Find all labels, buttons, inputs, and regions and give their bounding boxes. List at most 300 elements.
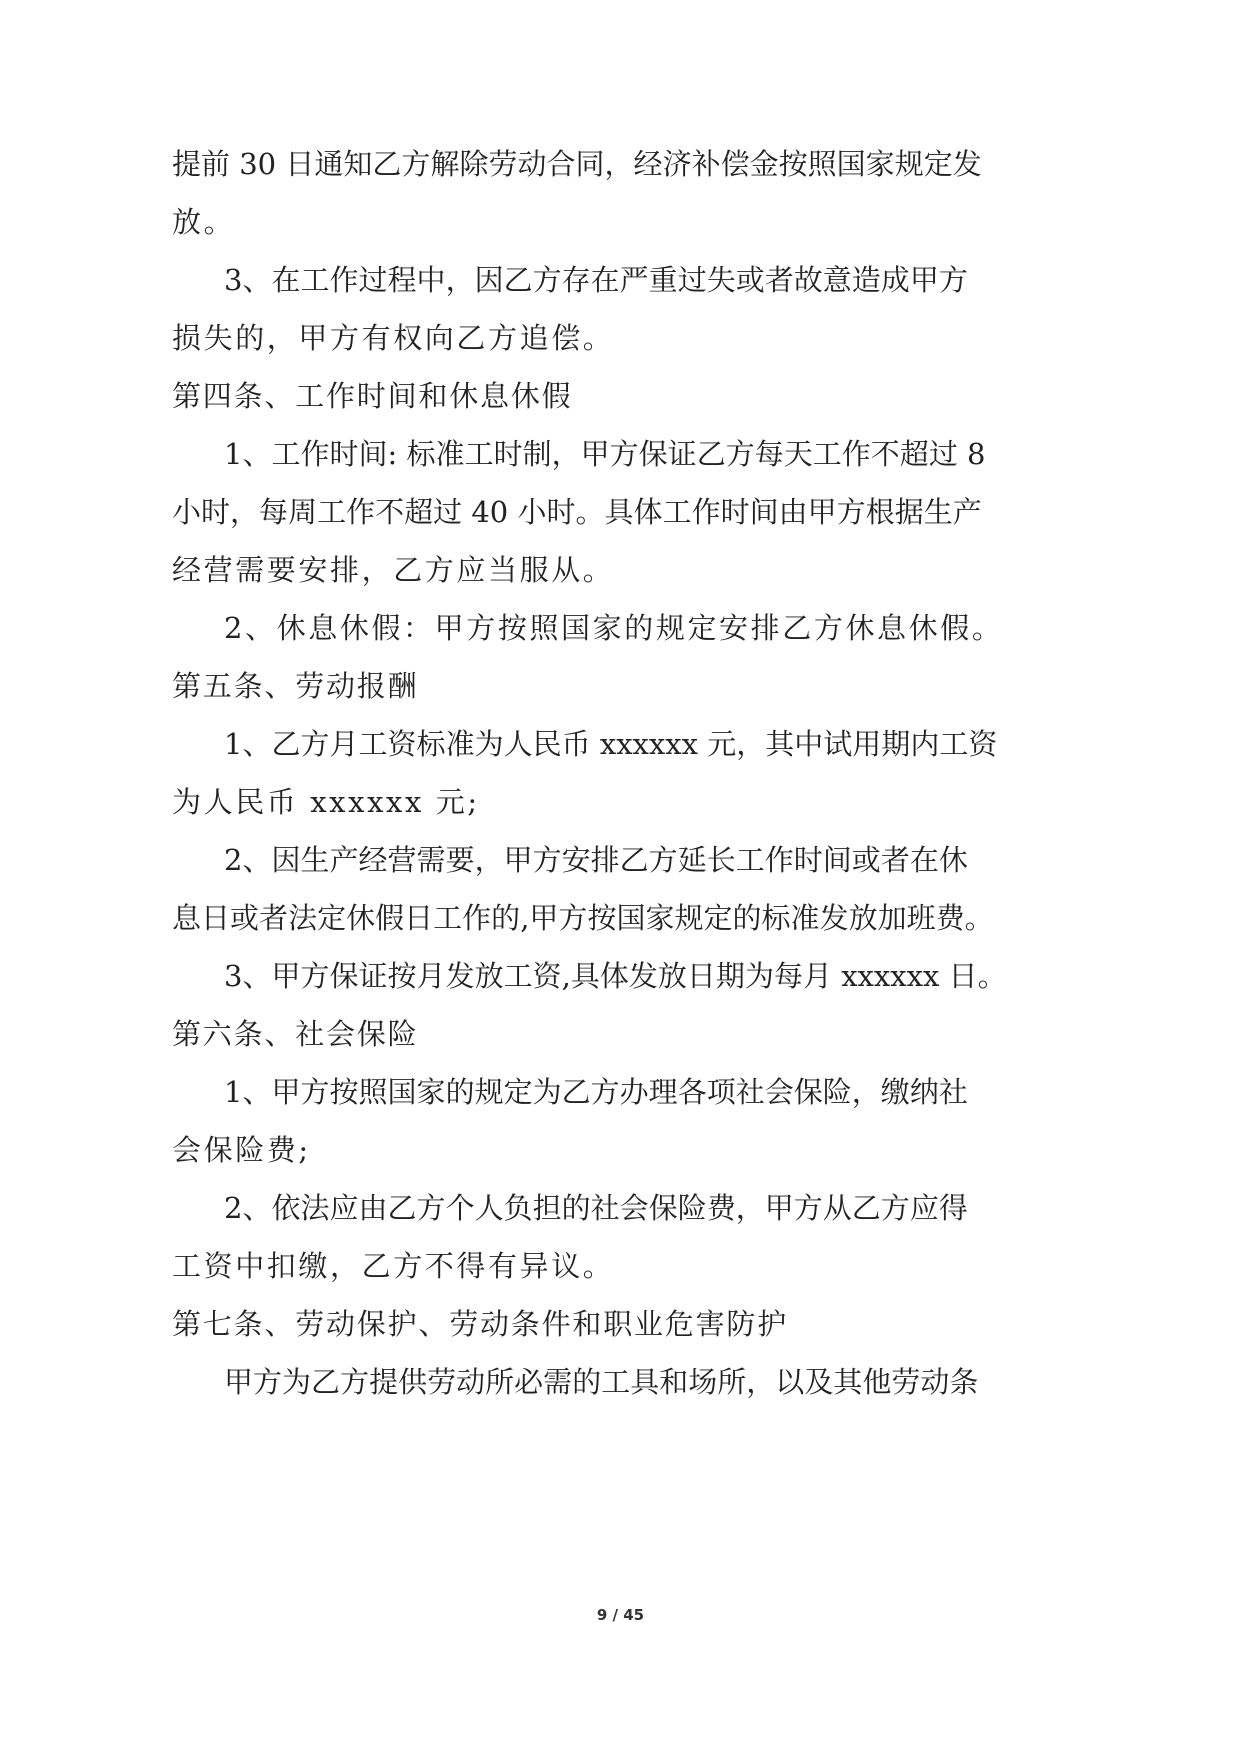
text-token: 小: [517, 495, 547, 529]
text-token: 条: [949, 1365, 979, 1399]
text-token: 月: [802, 959, 842, 993]
text-token: 息: [172, 901, 202, 935]
text-token: 提: [369, 1365, 399, 1399]
text-token: 小: [172, 495, 202, 529]
text-token: 必: [514, 1365, 544, 1399]
text-token: 8: [967, 437, 986, 471]
text-token: 加: [877, 901, 907, 935]
text-token: 因: [271, 843, 301, 877]
text-token: 动: [456, 1365, 486, 1399]
text-token: 发: [819, 901, 849, 935]
text-token: 方: [880, 1191, 910, 1225]
text-token: 放: [848, 901, 878, 935]
text-token: 资: [387, 727, 417, 761]
text-token: 理: [648, 1075, 678, 1109]
text-token: 照: [358, 1075, 388, 1109]
text-token: 险: [822, 1075, 852, 1109]
text-token: 甲: [224, 1365, 254, 1399]
text-token: 提: [172, 147, 202, 181]
text-token: 周: [288, 495, 318, 529]
text-token: 规: [894, 147, 924, 181]
paragraph-line: 会保险费;: [172, 1133, 311, 1167]
text-token: 1: [224, 727, 243, 761]
text-token: 工: [271, 437, 301, 471]
text-token: ，: [851, 1075, 881, 1109]
text-token: 中: [416, 263, 446, 297]
text-token: 保: [329, 959, 359, 993]
text-token: 济: [662, 147, 692, 181]
text-token: 据: [894, 495, 924, 529]
paragraph-line: [224, 434, 986, 474]
text-token: 劳: [427, 1365, 457, 1399]
text-token: 应: [329, 1191, 359, 1225]
text-token: 班: [906, 901, 936, 935]
text-token: 前: [201, 147, 240, 181]
text-token: 者: [880, 843, 910, 877]
text-token: 方: [340, 1365, 370, 1399]
text-token: 补: [691, 147, 721, 181]
text-token: 社: [938, 1075, 968, 1109]
text-token: 准: [445, 727, 475, 761]
text-token: 保: [638, 437, 668, 471]
text-token: 除: [459, 147, 489, 181]
text-token: ，: [746, 1365, 776, 1399]
text-token: 险: [677, 1191, 707, 1225]
text-token: 30: [239, 147, 286, 181]
text-token: 。: [977, 959, 1007, 993]
text-token: 意: [822, 263, 852, 297]
text-token: 金: [749, 147, 779, 181]
text-token: 具: [604, 495, 634, 529]
paragraph-line: [224, 724, 998, 764]
text-token: 人: [503, 727, 533, 761]
text-token: 工: [601, 1365, 631, 1399]
text-token: 过: [677, 263, 707, 297]
text-token: 体: [633, 495, 663, 529]
text-token: 纳: [909, 1075, 939, 1109]
text-token: 项: [706, 1075, 736, 1109]
text-token: 。: [964, 901, 994, 935]
text-token: 休: [346, 901, 376, 935]
text-token: 2: [224, 1191, 243, 1225]
text-token: 、: [242, 437, 272, 471]
text-token: 3: [224, 263, 243, 297]
text-token: 法: [288, 901, 318, 935]
text-token: 成: [880, 263, 910, 297]
text-token: 重: [648, 263, 678, 297]
text-token: 失: [706, 263, 736, 297]
paragraph-line: [224, 956, 1007, 996]
text-token: 期: [881, 727, 911, 761]
text-token: 或: [230, 901, 260, 935]
text-token: 社: [590, 1191, 620, 1225]
text-token: 的: [732, 901, 762, 935]
text-token: 所: [485, 1365, 515, 1399]
text-token: 营: [387, 843, 417, 877]
text-token: 故: [793, 263, 823, 297]
text-token: 费: [706, 1191, 736, 1225]
text-token: 为: [474, 727, 504, 761]
text-token: 合: [546, 147, 576, 181]
text-token: 从: [822, 1191, 852, 1225]
text-token: 方: [725, 437, 755, 471]
text-token: 标: [416, 727, 446, 761]
text-token: 40: [471, 495, 518, 529]
text-token: 方: [532, 843, 562, 877]
paragraph-line: [224, 260, 968, 300]
text-token: 乙: [387, 1191, 417, 1225]
text-token: 产: [952, 495, 982, 529]
text-token: 工: [317, 495, 347, 529]
text-token: 具: [630, 1365, 660, 1399]
text-token: 每: [259, 495, 289, 529]
text-token: 知: [343, 147, 373, 181]
text-token: 甲: [271, 1075, 301, 1109]
text-token: 的: [445, 1075, 475, 1109]
text-token: 应: [909, 1191, 939, 1225]
text-token: 放: [657, 959, 687, 993]
text-token: 假: [375, 901, 405, 935]
text-token: 休: [938, 843, 968, 877]
text-token: 在: [590, 263, 620, 297]
text-token: 缴: [880, 1075, 910, 1109]
text-token: 人: [474, 1191, 504, 1225]
text-token: 在: [909, 843, 939, 877]
text-token: 资: [968, 727, 998, 761]
text-token: 在: [271, 263, 301, 297]
text-token: 具: [570, 959, 600, 993]
paragraph-line: 损失的，甲方有权向乙方追偿。: [172, 321, 615, 355]
text-token: 及: [804, 1365, 834, 1399]
text-token: 场: [688, 1365, 718, 1399]
text-token: 时: [201, 495, 231, 529]
text-token: 放: [474, 959, 504, 993]
text-token: 准: [435, 437, 465, 471]
text-token: 、: [242, 959, 272, 993]
text-token: 日: [404, 901, 434, 935]
text-token: 费: [935, 901, 965, 935]
text-token: 其: [765, 727, 795, 761]
text-token: 按: [587, 901, 617, 935]
text-token: 劳: [891, 1365, 921, 1399]
text-token: 偿: [720, 147, 750, 181]
paragraph-line: [224, 1362, 979, 1402]
text-token: 方: [836, 495, 866, 529]
text-token: 经: [633, 147, 663, 181]
text-token: xxxxxx: [599, 727, 708, 761]
text-token: 产: [329, 843, 359, 877]
text-token: 生: [923, 495, 953, 529]
paragraph-line: [224, 840, 968, 880]
text-token: 每: [773, 959, 803, 993]
text-token: 日: [285, 147, 315, 181]
text-token: 中: [794, 727, 824, 761]
text-token: 日: [686, 959, 716, 993]
text-token: 供: [398, 1365, 428, 1399]
text-token: ，: [474, 843, 504, 877]
text-token: 方: [300, 959, 330, 993]
text-token: 乙: [503, 263, 533, 297]
text-token: 工: [300, 263, 330, 297]
text-token: ，: [604, 147, 634, 181]
text-token: 民: [532, 727, 562, 761]
text-token: 的: [491, 901, 521, 935]
text-token: 根: [865, 495, 895, 529]
text-token: 乙: [311, 1365, 341, 1399]
section-heading: 第七条、劳动保护、劳动条件和职业危害防护: [172, 1307, 789, 1341]
text-token: 方: [416, 1191, 446, 1225]
text-token: :: [387, 437, 407, 471]
text-token: 者: [764, 263, 794, 297]
text-token: 定: [923, 147, 953, 181]
text-token: 工: [464, 437, 494, 471]
text-token: 每: [754, 437, 784, 471]
text-token: 各: [677, 1075, 707, 1109]
text-token: 作: [346, 495, 376, 529]
text-token: 工: [812, 437, 842, 471]
paragraph-line: [224, 1188, 968, 1228]
text-token: 乙: [851, 1191, 881, 1225]
text-token: 严: [619, 263, 649, 297]
paragraph-line: 2、休息休假：甲方按照国家的规定安排乙方休息休假。: [224, 611, 1004, 645]
paragraph-line: [172, 898, 994, 938]
text-token: 定: [703, 901, 733, 935]
text-token: 定: [317, 901, 347, 935]
text-token: 和: [659, 1365, 689, 1399]
text-token: 准: [790, 901, 820, 935]
text-token: 、: [242, 263, 272, 297]
text-token: 、: [242, 843, 272, 877]
text-token: 甲: [529, 901, 559, 935]
text-token: 内: [910, 727, 940, 761]
text-token: 方: [590, 1075, 620, 1109]
text-token: 乙: [561, 1075, 591, 1109]
text-token: 以: [775, 1365, 805, 1399]
text-token: 国: [836, 147, 866, 181]
text-token: 动: [517, 147, 547, 181]
text-token: 国: [387, 1075, 417, 1109]
text-token: 的: [561, 1191, 591, 1225]
text-token: 担: [532, 1191, 562, 1225]
text-token: 或: [735, 263, 765, 297]
text-token: 乙: [372, 147, 402, 181]
text-token: 时: [546, 495, 576, 529]
text-token: 2: [224, 843, 243, 877]
text-token: 因: [474, 263, 504, 297]
text-token: 存: [561, 263, 591, 297]
text-token: 的: [572, 1365, 602, 1399]
text-token: 法: [300, 1191, 330, 1225]
text-token: 月: [416, 959, 446, 993]
text-token: 为: [744, 959, 774, 993]
text-token: 。: [575, 495, 605, 529]
text-token: 超: [404, 495, 434, 529]
text-token: 币: [561, 727, 600, 761]
text-token: 由: [358, 1191, 388, 1225]
text-token: 按: [387, 959, 417, 993]
text-token: 甲: [807, 495, 837, 529]
text-token: 甲: [503, 843, 533, 877]
text-token: 延: [677, 843, 707, 877]
text-token: 间: [749, 495, 779, 529]
text-token: 办: [619, 1075, 649, 1109]
text-token: 用: [852, 727, 882, 761]
text-token: 工: [433, 901, 463, 935]
text-token: 工: [662, 495, 692, 529]
text-token: 甲: [271, 959, 301, 993]
text-token: 作: [462, 901, 492, 935]
text-token: 所: [717, 1365, 747, 1399]
text-token: 定: [503, 1075, 533, 1109]
text-token: 会: [764, 1075, 794, 1109]
text-token: 通: [314, 147, 344, 181]
text-token: 制: [522, 437, 552, 471]
text-token: 天: [783, 437, 813, 471]
text-token: 方: [558, 901, 588, 935]
text-token: 过: [433, 495, 472, 529]
text-token: 生: [300, 843, 330, 877]
text-token: 个: [445, 1191, 475, 1225]
paragraph-line: [172, 144, 982, 184]
text-token: 甲: [909, 263, 939, 297]
text-token: 时: [493, 437, 523, 471]
text-token: 经: [358, 843, 388, 877]
text-token: 国: [616, 901, 646, 935]
text-token: 规: [674, 901, 704, 935]
text-token: 发: [952, 147, 982, 181]
text-token: ,: [520, 901, 530, 935]
text-token: 其: [833, 1365, 863, 1399]
text-token: 保: [648, 1191, 678, 1225]
text-token: 过: [358, 263, 388, 297]
text-token: 标: [761, 901, 791, 935]
text-token: 排: [590, 843, 620, 877]
section-heading: 第五条、劳动报酬: [172, 669, 419, 703]
text-token: 照: [807, 147, 837, 181]
text-token: 甲: [580, 437, 610, 471]
text-token: 为: [532, 1075, 562, 1109]
text-token: 方: [648, 843, 678, 877]
text-token: 作: [329, 263, 359, 297]
text-token: 需: [543, 1365, 573, 1399]
text-token: 日: [948, 959, 978, 993]
text-token: 家: [645, 901, 675, 935]
text-token: 方: [938, 263, 968, 297]
text-token: 安: [561, 843, 591, 877]
text-token: 试: [823, 727, 853, 761]
text-token: 不: [870, 437, 900, 471]
text-token: 时: [329, 437, 359, 471]
text-token: 发: [628, 959, 658, 993]
text-token: 负: [503, 1191, 533, 1225]
text-token: 作: [300, 437, 330, 471]
text-token: 乙: [619, 843, 649, 877]
text-token: xxxxxx: [841, 959, 949, 993]
text-token: 家: [416, 1075, 446, 1109]
text-token: 发: [445, 959, 475, 993]
text-token: 依: [271, 1191, 301, 1225]
text-token: 证: [667, 437, 697, 471]
text-token: ，: [735, 1191, 765, 1225]
text-token: 、: [242, 1075, 272, 1109]
text-token: 1: [224, 437, 243, 471]
text-token: 家: [865, 147, 895, 181]
paragraph-line: 经营需要安排，乙方应当服从。: [172, 553, 615, 587]
text-token: 乙: [696, 437, 726, 471]
text-token: 方: [532, 263, 562, 297]
text-token: 劳: [488, 147, 518, 181]
text-token: 甲: [764, 1191, 794, 1225]
text-token: 解: [430, 147, 460, 181]
text-token: 间: [358, 437, 388, 471]
text-token: 按: [778, 147, 808, 181]
text-token: 或: [851, 843, 881, 877]
paragraph-line: [172, 492, 982, 532]
text-token: 1: [224, 1075, 243, 1109]
text-token: 作: [841, 437, 871, 471]
text-token: 期: [715, 959, 745, 993]
text-token: ，: [736, 727, 766, 761]
text-token: 他: [862, 1365, 892, 1399]
text-token: 3: [224, 959, 243, 993]
text-token: 资: [532, 959, 562, 993]
section-heading: 第四条、工作时间和休息休假: [172, 379, 573, 413]
text-token: 月: [329, 727, 359, 761]
text-token: 作: [691, 495, 721, 529]
text-token: 由: [778, 495, 808, 529]
text-token: ,: [561, 959, 571, 993]
text-token: 标: [406, 437, 436, 471]
text-token: 长: [706, 843, 736, 877]
text-token: 按: [329, 1075, 359, 1109]
paragraph-line: 放。: [172, 205, 236, 239]
text-token: 元: [707, 727, 737, 761]
page-number: 9 / 45: [596, 1606, 645, 1624]
text-token: ，: [445, 263, 475, 297]
text-token: ，: [230, 495, 260, 529]
text-token: 造: [851, 263, 881, 297]
text-token: 、: [242, 727, 272, 761]
text-token: 体: [599, 959, 629, 993]
text-token: 、: [242, 1191, 272, 1225]
text-token: 工: [735, 843, 765, 877]
text-token: 证: [358, 959, 388, 993]
text-token: 方: [793, 1191, 823, 1225]
text-token: 间: [822, 843, 852, 877]
text-token: 乙: [271, 727, 301, 761]
text-token: 保: [793, 1075, 823, 1109]
text-token: 规: [474, 1075, 504, 1109]
text-token: 得: [938, 1191, 968, 1225]
text-token: ，: [551, 437, 581, 471]
section-heading: 第六条、社会保险: [172, 1017, 419, 1051]
text-token: 超: [899, 437, 929, 471]
text-token: 工: [358, 727, 388, 761]
text-token: 作: [764, 843, 794, 877]
text-token: 方: [253, 1365, 283, 1399]
text-token: 社: [735, 1075, 765, 1109]
text-token: 程: [387, 263, 417, 297]
text-token: 时: [720, 495, 750, 529]
text-token: 动: [920, 1365, 950, 1399]
text-token: 过: [928, 437, 968, 471]
text-token: 要: [445, 843, 475, 877]
text-token: 会: [619, 1191, 649, 1225]
text-token: 方: [300, 727, 330, 761]
paragraph-line: 为人民币 xxxxxx 元;: [172, 785, 480, 819]
text-token: 不: [375, 495, 405, 529]
paragraph-line: 工资中扣缴，乙方不得有异议。: [172, 1249, 615, 1283]
